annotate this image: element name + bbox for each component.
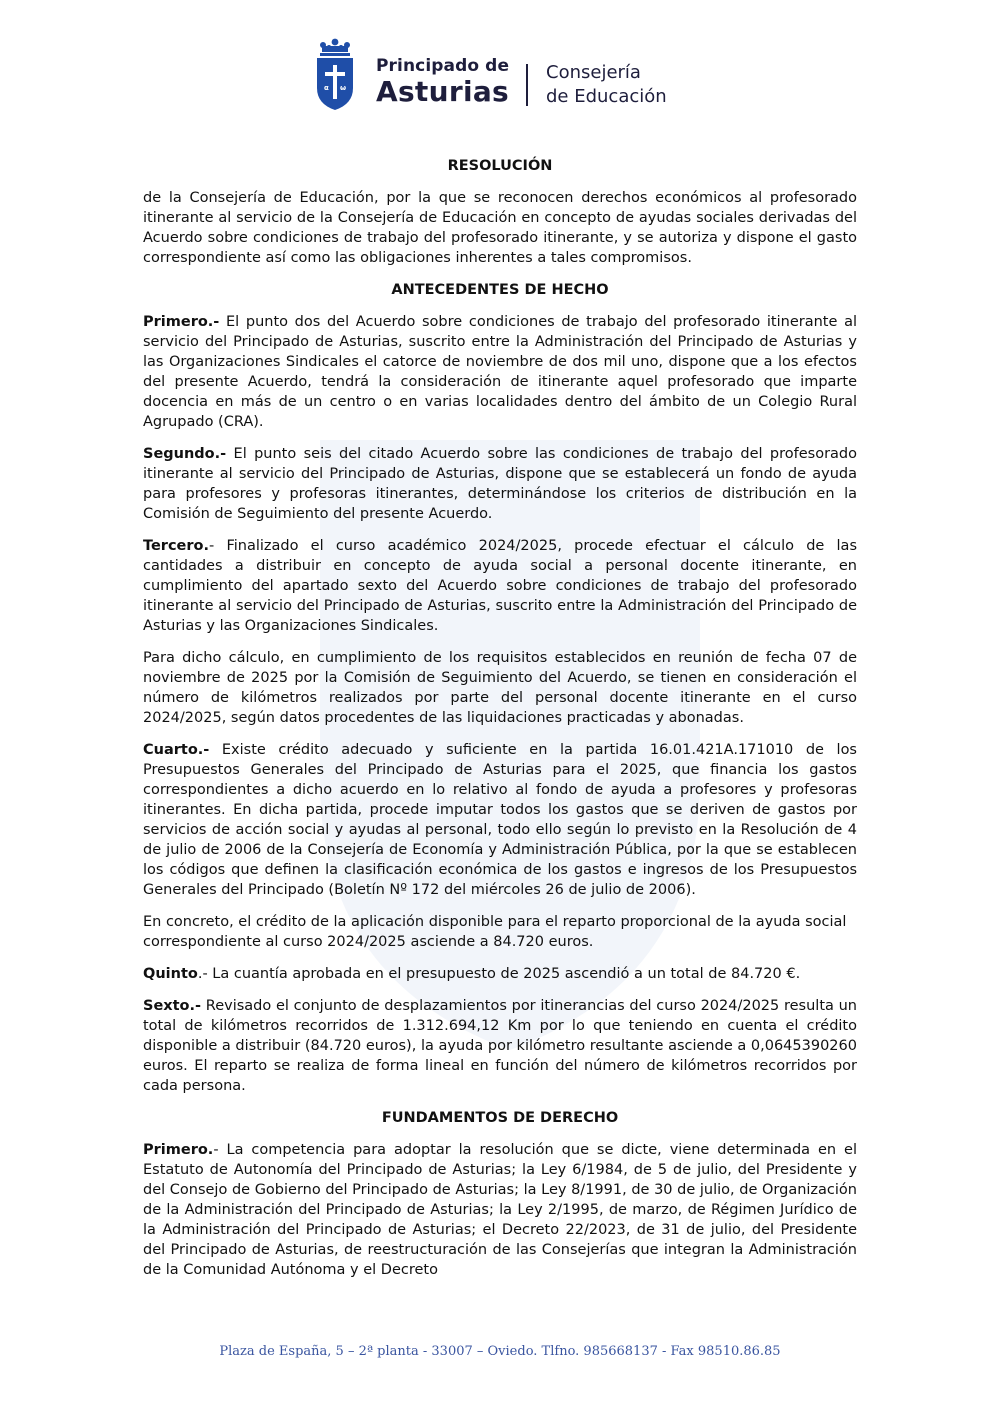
- paragraph: [143, 648, 857, 728]
- header-logo: [314, 38, 694, 116]
- paragraph: [143, 740, 857, 900]
- paragraph-text: - La competencia para adoptar la resolución que se dicte, viene determinada en el Estatuto de Autonomía del Principado de Asturias; la Ley 6/1984, de 5 de julio, del Presidente y del Consejo de Gobierno del Principado de Asturias; la Ley 8/1991, de 30 de julio, de Organización de la Administración del Principado de Asturias; la Ley 2/1995, de marzo, de Régimen Jurídico de la Administración del Principado de Asturias; el Decreto 22/2023, de 31 de julio, del Presidente del Principado de Asturias, de reestructuración de las Consejerías que integran la Administración de la Comunidad Autónoma y el Decreto: [143, 1142, 857, 1278]
- section-title-fundamentos: FUNDAMENTOS DE DERECHO: [381, 1110, 619, 1126]
- paragraph-label: Primero.: [143, 1142, 214, 1158]
- paragraph-text: - Finalizado el curso académico 2024/2025, procede efectuar el cálculo de las cantidades a distribuir en concepto de ayuda social a personal docente itinerante, en cumplimiento del apartado sexto del Acuerdo sobre condiciones de trabajo del profesorado itinerante al servicio del Principado de Asturias, suscrito entre la Administración del Principado de Asturias y las Organizaciones Sindicales.: [143, 538, 857, 634]
- paragraph: [143, 1140, 857, 1280]
- svg-text:α: α: [324, 84, 329, 92]
- section-title-antecedentes: ANTECEDENTES DE HECHO: [391, 282, 609, 298]
- paragraph-label: Cuarto.-: [143, 742, 210, 758]
- paragraph: [143, 964, 857, 984]
- paragraph-text: .- La cuantía aprobada en el presupuesto de 2025 ascendió a un total de 84.720 €.: [197, 966, 801, 982]
- paragraph: [143, 536, 857, 636]
- paragraph-text: Para dicho cálculo, en cumplimiento de los requisitos establecidos en reunión de fecha 07 de noviembre de 2025 por la Comisión de Seguimiento del Acuerdo, se tienen en consideración el número de kilómetros realizados por parte del personal docente itinerante en el curso 2024/2025, según datos procedentes de las liquidaciones practicadas y abonadas.: [143, 650, 857, 726]
- document-title: RESOLUCIÓN: [447, 158, 553, 174]
- paragraph: [143, 444, 857, 524]
- paragraph-text: Existe crédito adecuado y suficiente en la partida 16.01.421A.171010 de los Presupuestos Generales del Principado de Asturias para el 2025, que financia los gastos correspondientes a dicho acuerdo en lo relativo al fondo de ayuda a profesores y profesoras itinerantes. En dicha partida, procede imputar todos los gastos que se deriven de gastos por servicios de acción social y ayudas al personal, todo ello según lo previsto en la Resolución de 4 de julio de 2006 de la Consejería de Economía y Administración Pública, por la que se establecen los códigos que definen la clasificación económica de los gastos e ingresos de los Presupuestos Generales del Principado (Boletín Nº 172 del miércoles 26 de julio de 2006).: [143, 742, 857, 898]
- document-intro: de la Consejería de Educación, por la que se reconocen derechos económicos al profesorado itinerante al servicio de la Consejería de Educación en concepto de ayudas sociales derivadas del Acuerdo sobre condiciones de trabajo del profesorado itinerante, y se autoriza y dispone el gasto correspondiente así como las obligaciones inherentes a tales compromisos.: [143, 190, 857, 266]
- org-name-line1: Principado de: [376, 56, 510, 76]
- paragraph-label: Segundo.-: [143, 446, 227, 462]
- org-name-line2: Asturias: [376, 75, 510, 108]
- document-body: [143, 156, 857, 1292]
- paragraph-label: Tercero.: [143, 538, 210, 554]
- paragraph-text: El punto dos del Acuerdo sobre condiciones de trabajo del profesorado itinerante al servicio del Principado de Asturias, suscrito entre la Administración del Principado de Asturias y las Organizaciones Sindicales el catorce de noviembre de dos mil uno, dispone que a los efectos del presente Acuerdo, tendrá la consideración de itinerante aquel profesorado que imparte docencia en más de un centro o en varias localidades dentro del ámbito de un Colegio Rural Agrupado (CRA).: [143, 314, 857, 430]
- svg-text:ω: ω: [340, 84, 347, 92]
- paragraph-label: Sexto.-: [143, 998, 202, 1014]
- asturias-shield-icon: [314, 38, 356, 112]
- paragraph-label: Quinto: [143, 966, 198, 982]
- paragraph: [143, 312, 857, 432]
- paragraph: [143, 996, 857, 1096]
- footer-address: Plaza de España, 5 – 2ª planta - 33007 – Oviedo. Tlfno. 985668137 - Fax 98510.86.85: [219, 1344, 781, 1359]
- dept-name-line2: de Educación: [546, 86, 667, 107]
- paragraph-text: Revisado el conjunto de desplazamientos por itinerancias del curso 2024/2025 resulta un total de kilómetros recorridos de 1.312.694,12 Km por lo que teniendo en cuenta el crédito disponible a distribuir (84.720 euros), la ayuda por kilómetro resultante asciende a 0,0645390260 euros. El reparto se realiza de forma lineal en función del número de kilómetros recorridos por cada persona.: [143, 998, 857, 1094]
- paragraph: [143, 912, 857, 952]
- dept-name-line1: Consejería: [546, 62, 641, 83]
- paragraph-label: Primero.-: [143, 314, 220, 330]
- paragraph-text: En concreto, el crédito de la aplicación disponible para el reparto proporcional de la ayuda social correspondiente al curso 2024/2025 asciende a 84.720 euros.: [143, 914, 847, 950]
- paragraph-text: El punto seis del citado Acuerdo sobre las condiciones de trabajo del profesorado itinerante al servicio del Principado de Asturias, dispone que se establecerá un fondo de ayuda para profesores y profesoras itinerantes, determinándose los criterios de distribución en la Comisión de Seguimiento del presente Acuerdo.: [143, 446, 857, 522]
- logo-divider: [526, 64, 528, 106]
